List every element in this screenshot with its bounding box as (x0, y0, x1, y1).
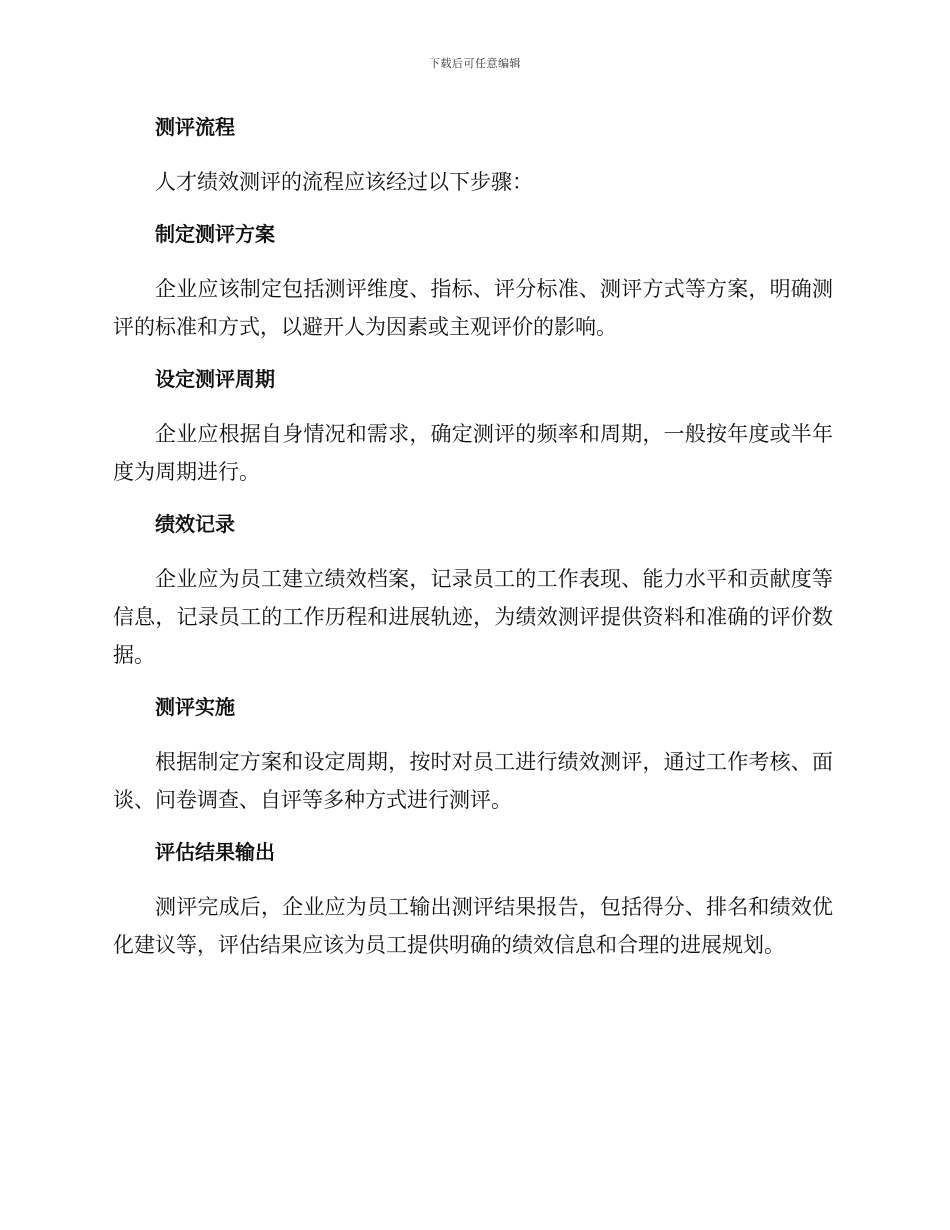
paragraph-implementation: 根据制定方案和设定周期，按时对员工进行绩效测评，通过工作考核、面谈、问卷调查、自评等多种方式进行测评。 (113, 750, 833, 812)
paragraph-output: 测评完成后，企业应为员工输出测评结果报告，包括得分、排名和绩效优化建议等，评估结果应该为员工提供明确的绩效信息和合理的进展规划。 (113, 895, 833, 957)
paragraph-plan: 企业应该制定包括测评维度、指标、评分标准、测评方式等方案，明确测评的标准和方式，以避开人为因素或主观评价的影响。 (113, 277, 833, 339)
document-body (113, 110, 833, 980)
section-heading-implementation: 测评实施 (155, 695, 235, 719)
section-heading-plan: 制定测评方案 (155, 222, 275, 246)
header-note: 下载后可任意编辑 (429, 57, 521, 70)
section-heading-output: 评估结果输出 (155, 840, 275, 864)
paragraph-records: 企业应为员工建立绩效档案，记录员工的工作表现、能力水平和贡献度等信息，记录员工的工作历程和进展轨迹，为绩效测评提供资料和准确的评价数据。 (113, 567, 833, 667)
section-heading-records: 绩效记录 (155, 512, 235, 536)
paragraph-intro: 人才绩效测评的流程应该经过以下步骤： (155, 170, 533, 194)
paragraph-cycle: 企业应根据自身情况和需求，确定测评的频率和周期，一般按年度或半年度为周期进行。 (113, 422, 833, 484)
section-heading-process: 测评流程 (155, 115, 235, 139)
section-heading-cycle: 设定测评周期 (155, 367, 275, 391)
